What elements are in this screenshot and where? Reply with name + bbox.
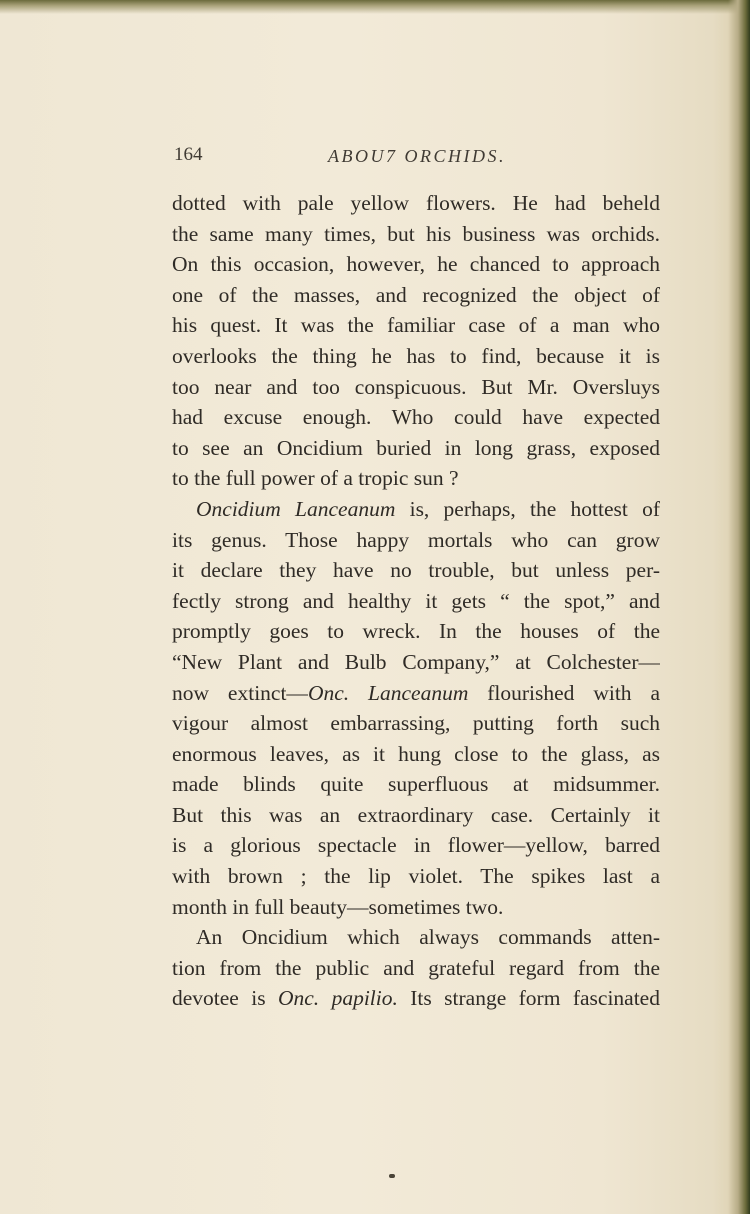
text-line — [172, 830, 660, 861]
text-line — [172, 769, 660, 800]
text-line — [172, 892, 660, 923]
text-segment: vigour almost embarrassing, putting forth such — [172, 711, 660, 736]
text-segment: flourished with a — [468, 680, 660, 705]
text-segment: with brown ; the lip violet. The spikes last a — [172, 864, 660, 889]
text-segment: is, perhaps, the hottest of — [395, 496, 660, 521]
text-segment: “New Plant and Bulb Company,” at Colchester— — [172, 649, 660, 674]
text-segment: now extinct— — [172, 680, 308, 705]
ink-speck — [389, 1174, 395, 1178]
text-line — [172, 433, 660, 464]
book-spine-edge — [728, 0, 750, 1214]
text-line — [172, 708, 660, 739]
body-text — [172, 188, 660, 1014]
text-segment: his quest. It was the familiar case of a man who — [172, 313, 660, 338]
text-line — [172, 983, 660, 1014]
text-segment: to the full power of a tropic sun ? — [172, 466, 459, 491]
text-line — [172, 463, 660, 494]
page-number: 164 — [174, 144, 203, 165]
text-segment: is a glorious spectacle in flower—yellow, barred — [172, 833, 660, 858]
text-line — [172, 341, 660, 372]
text-segment: On this occasion, however, he chanced to approach — [172, 252, 660, 277]
text-line — [172, 525, 660, 556]
text-segment: it declare they have no trouble, but unless per- — [172, 558, 660, 583]
text-segment: tion from the public and grateful regard from the — [172, 955, 660, 980]
text-segment: An Oncidium which always commands atten- — [196, 925, 660, 950]
text-line — [172, 219, 660, 250]
text-segment: one of the masses, and recognized the object of — [172, 282, 660, 307]
text-line — [172, 280, 660, 311]
text-segment: month in full beauty—sometimes two. — [172, 894, 504, 919]
text-line — [172, 678, 660, 709]
text-segment: Its strange form fascinated — [397, 986, 660, 1011]
running-title: ABOU7 ORCHIDS. — [328, 146, 506, 166]
text-segment: But this was an extraordinary case. Certainly it — [172, 802, 660, 827]
text-segment: to see an Oncidium buried in long grass, exposed — [172, 435, 660, 460]
text-line — [172, 647, 660, 678]
text-segment: fectly strong and healthy it gets “ the spot,” and — [172, 588, 660, 613]
text-segment: too near and too conspicuous. But Mr. Oversluys — [172, 374, 660, 399]
text-segment: made blinds quite superfluous at midsummer. — [172, 772, 660, 797]
text-line — [172, 310, 660, 341]
text-line — [172, 586, 660, 617]
text-line — [172, 800, 660, 831]
text-segment: overlooks the thing he has to find, because it is — [172, 343, 660, 368]
text-line — [172, 861, 660, 892]
text-line — [172, 922, 660, 953]
species-name: Onc. papilio. — [277, 986, 398, 1011]
text-segment: promptly goes to wreck. In the houses of the — [172, 619, 660, 644]
text-line — [172, 249, 660, 280]
text-line — [172, 402, 660, 433]
text-line — [172, 739, 660, 770]
text-line — [172, 555, 660, 586]
species-name: Oncidium Lanceanum — [196, 496, 396, 521]
text-segment: its genus. Those happy mortals who can grow — [172, 527, 660, 552]
running-head — [174, 144, 664, 174]
text-segment: devotee is — [172, 986, 278, 1011]
text-segment: the same many times, but his business was orchids. — [172, 221, 660, 246]
species-name: Onc. Lanceanum — [307, 680, 469, 705]
text-line — [172, 188, 660, 219]
text-segment: dotted with pale yellow flowers. He had beheld — [172, 191, 660, 215]
text-line — [172, 494, 660, 525]
text-line — [172, 616, 660, 647]
text-line — [172, 372, 660, 403]
text-segment: enormous leaves, as it hung close to the glass, as — [172, 741, 660, 766]
text-segment: had excuse enough. Who could have expected — [172, 405, 660, 430]
text-line — [172, 953, 660, 984]
page-top-shadow — [0, 0, 750, 14]
